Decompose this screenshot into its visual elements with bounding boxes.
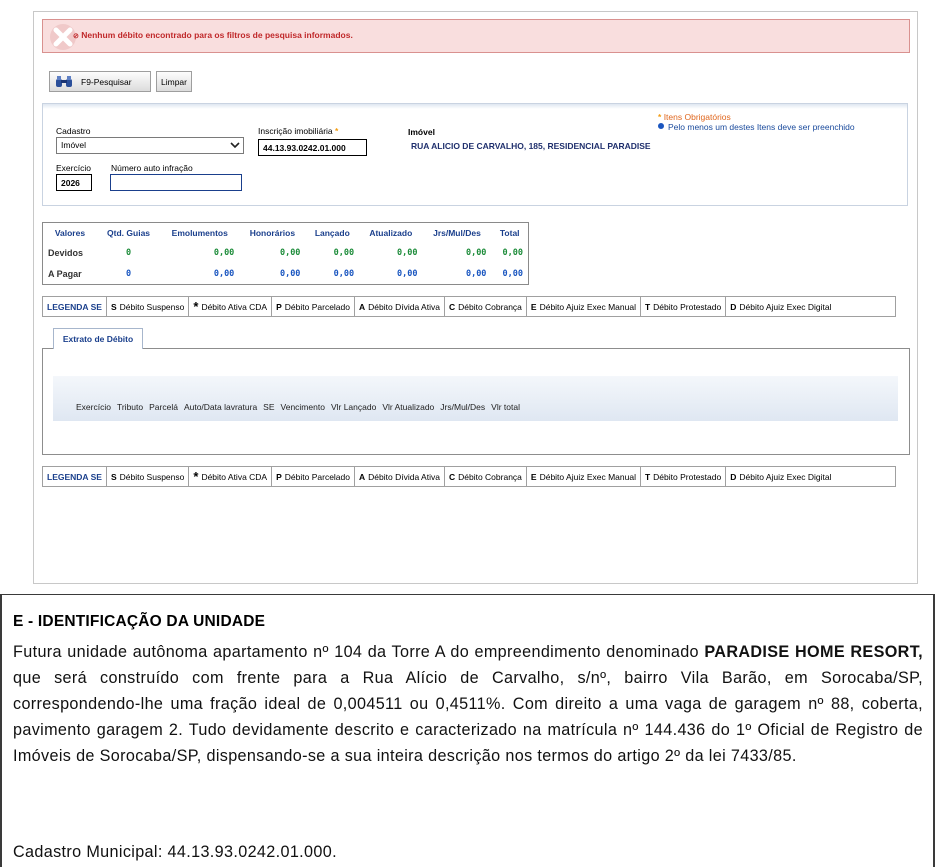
legend-label: Débito Ajuiz Exec Manual: [539, 471, 636, 482]
col-header: Parcelá: [149, 402, 178, 412]
search-button-label: F9-Pesquisar: [81, 76, 132, 87]
cell: 0,00: [465, 268, 487, 279]
auto-infracao-label: Número auto infração: [111, 163, 193, 173]
valores-header-row: [43, 223, 529, 244]
legend-item: [107, 297, 189, 316]
document-excerpt: [0, 594, 935, 867]
legend-label: Débito Ajuiz Exec Manual: [539, 301, 636, 312]
document-title: E - IDENTIFICAÇÃO DA UNIDADE: [13, 613, 266, 630]
col-header: Vlr total: [491, 402, 520, 412]
legend-label: Débito Ativa CDA: [201, 471, 268, 482]
cadastro-label: Cadastro: [56, 126, 91, 136]
cell: 0: [125, 268, 132, 279]
legend-label: Débito Cobrança: [458, 471, 522, 482]
legend-code: P: [276, 301, 282, 312]
col-header: Vencimento: [280, 402, 325, 412]
document-paragraph: [13, 639, 923, 769]
legend-label: Débito Ajuiz Exec Digital: [739, 471, 832, 482]
required-legend: [658, 112, 855, 132]
legend-label: Débito Cobrança: [458, 301, 522, 312]
legend-item: [527, 467, 641, 486]
alert-message: ⊘ Nenhum débito encontrado para os filtros de pesquisa informados.: [73, 30, 353, 40]
legend-code: T: [644, 471, 651, 482]
legend-code: S: [110, 471, 117, 482]
valores-table: [42, 222, 529, 285]
legend-code: E: [530, 301, 537, 312]
legend-label: Débito Dívida Ativa: [368, 301, 440, 312]
inscricao-label: Inscrição imobiliária *: [258, 126, 339, 136]
legenda-bar-bottom: [42, 466, 896, 487]
legend-code: C: [448, 301, 456, 312]
cell: 0,00: [333, 248, 355, 259]
col-header: Total: [499, 228, 520, 239]
document-text-bold: PARADISE HOME RESORT,: [704, 643, 923, 661]
legend-item: [355, 297, 445, 316]
col-header: Emolumentos: [171, 228, 228, 239]
col-header: Tributo: [116, 402, 144, 412]
required-star-icon: *: [335, 126, 339, 136]
legend-item: [726, 297, 835, 316]
auto-infracao-input[interactable]: [110, 174, 242, 191]
document-text: que será construído com frente para a Rua Alício de Carvalho, s/nº, bairro Vila Barão, em Sorocaba/SP, correspondendo-lhe uma fração ideal de 0,004511 ou 0,4511%. Com direito a uma vaga de garagem nº 88, coberta, pavimento garagem 2. Tudo devidamente descrito e caracterizado na matrícula nº 144.436 do 1º Oficial de Registro de Imóveis de Sorocaba/SP, dispensando-se a sua inteira descrição nos termos do artigo 2º da lei 7433/85.: [13, 669, 923, 765]
legend-label: Débito Parcelado: [284, 301, 350, 312]
legend-code: D: [730, 471, 737, 482]
legend-item: [355, 467, 445, 486]
cell: 0,00: [396, 248, 418, 259]
legenda-title: LEGENDA SE: [43, 297, 107, 316]
cell: 0,00: [396, 268, 418, 279]
legend-item: [272, 297, 355, 316]
legend-item: [189, 467, 272, 486]
required-star-icon: *: [658, 112, 662, 122]
legend-label: Débito Dívida Ativa: [368, 471, 440, 482]
cell: 0,00: [333, 268, 355, 279]
clear-button[interactable]: [156, 71, 192, 92]
row-label: Devidos: [48, 248, 84, 259]
col-header: Valores: [54, 228, 86, 239]
legend-item: [641, 297, 726, 316]
cell: 0: [125, 248, 132, 259]
legenda-bar-top: [42, 296, 896, 317]
col-header: Qtd. Guias: [107, 228, 151, 239]
legend-code: C: [448, 471, 456, 482]
table-row: [43, 264, 529, 285]
search-button[interactable]: [49, 71, 151, 92]
exercicio-input-value: 2026: [61, 178, 80, 188]
table-row: [43, 243, 529, 264]
clear-button-label: Limpar: [161, 76, 187, 87]
legend-code: *: [193, 469, 199, 484]
legend-code: A: [359, 471, 366, 482]
legend-label: Débito Ativa CDA: [201, 301, 268, 312]
exercicio-label: Exercício: [56, 163, 91, 173]
imovel-label: Imóvel: [408, 127, 435, 137]
document-footer: Cadastro Municipal: 44.13.93.0242.01.000.: [13, 843, 337, 861]
col-header: Atualizado: [369, 228, 413, 239]
col-header: Honorários: [249, 228, 296, 239]
tab-extrato-debito[interactable]: Extrato de Débito: [53, 328, 143, 349]
legend-item: [445, 467, 527, 486]
col-header: Auto/Data lavratura: [183, 402, 258, 412]
inscricao-input[interactable]: [258, 139, 367, 156]
col-header: Jrs/Mul/Des: [440, 402, 486, 412]
binoculars-icon: [55, 76, 73, 88]
cell: 0,00: [502, 248, 523, 259]
legend-code: P: [276, 471, 282, 482]
extrato-table-header: [53, 376, 898, 421]
col-header: Exercício: [76, 402, 111, 412]
legend-item: [107, 467, 189, 486]
legend-code: S: [110, 301, 117, 312]
legend-item: [189, 297, 272, 316]
col-header: Vlr Atualizado: [382, 402, 435, 412]
cadastro-select[interactable]: [56, 137, 244, 154]
legend-item: [527, 297, 641, 316]
cell: 0,00: [502, 268, 523, 279]
imovel-value: RUA ALICIO DE CARVALHO, 185, RESIDENCIAL PARADISE: [411, 141, 651, 151]
legend-required-text: Itens Obrigatórios: [663, 112, 731, 122]
cell: 0,00: [279, 248, 301, 259]
legend-item: [272, 467, 355, 486]
legend-label: Débito Suspenso: [119, 471, 185, 482]
cell: 0,00: [213, 248, 235, 259]
exercicio-input[interactable]: [56, 174, 92, 191]
legend-label: Débito Protestado: [653, 301, 722, 312]
legend-label: Débito Protestado: [653, 471, 722, 482]
legend-item: [641, 467, 726, 486]
cadastro-select-value: Imóvel: [61, 140, 87, 150]
row-label: A Pagar: [48, 268, 82, 279]
legend-code: D: [730, 301, 737, 312]
legend-item: [726, 467, 835, 486]
legend-code: A: [359, 301, 366, 312]
filter-header-bar: [43, 104, 907, 109]
col-header: Jrs/Mul/Des: [433, 228, 481, 239]
col-header: SE: [263, 402, 275, 412]
cell: 0,00: [279, 268, 301, 279]
legenda-title: LEGENDA SE: [43, 467, 107, 486]
cell: 0,00: [465, 248, 487, 259]
col-header: Vlr Lançado: [330, 402, 377, 412]
legend-label: Débito Ajuiz Exec Digital: [739, 301, 832, 312]
inscricao-input-value: 44.13.93.0242.01.000: [263, 143, 346, 153]
col-header: Lançado: [314, 228, 350, 239]
cell: 0,00: [213, 268, 235, 279]
extrato-columns: [76, 402, 526, 412]
legend-label: Débito Parcelado: [284, 471, 350, 482]
legend-atleast-text: Pelo menos um destes Itens deve ser preenchido: [668, 122, 855, 132]
document-text: Futura unidade autônoma apartamento nº 104 da Torre A do empreendimento denominado: [13, 643, 705, 661]
legend-label: Débito Suspenso: [119, 301, 185, 312]
chevron-down-icon: [230, 141, 240, 149]
legend-code: *: [193, 299, 199, 314]
legend-item: [445, 297, 527, 316]
blue-dot-icon: [658, 123, 664, 129]
legend-code: E: [530, 471, 537, 482]
error-alert: [42, 19, 910, 53]
legend-code: T: [644, 301, 651, 312]
